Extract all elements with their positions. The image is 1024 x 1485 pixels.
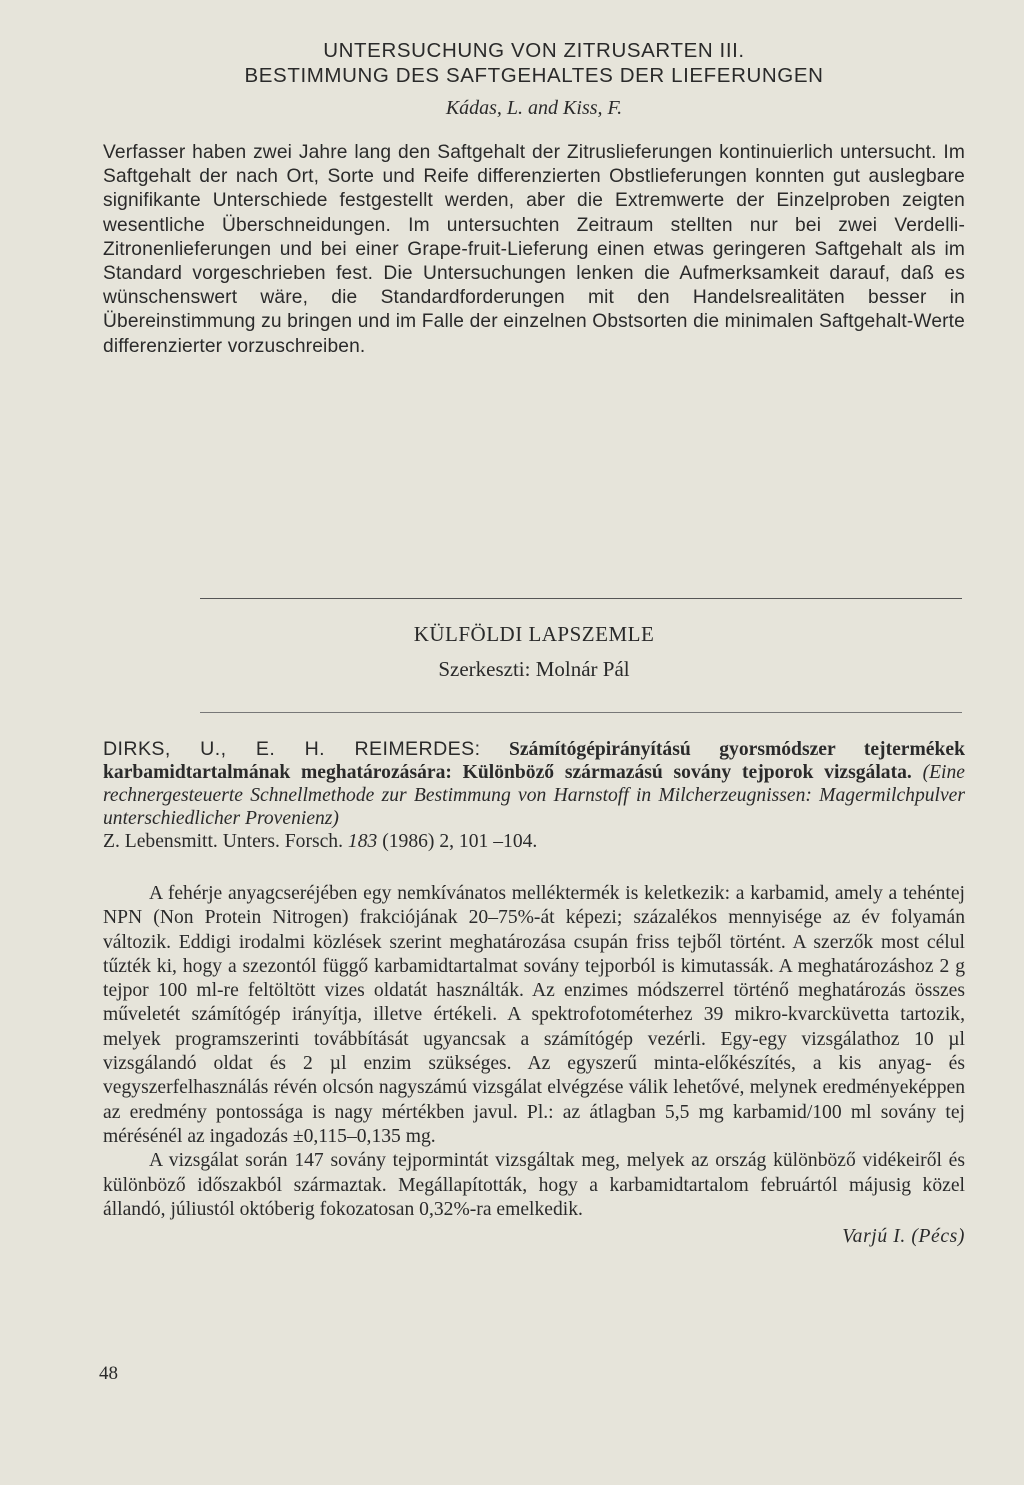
article-block	[103, 38, 965, 359]
review-paragraph-2: A vizsgálat során 147 sovány tejpormintát vizsgáltak meg, melyek az ország különböző vidékeiről és különböző időszakból származtak. Megállapították, hogy a karbamidtartalom februártól májusig közel állandó, júliustól októberig fokozatosan 0,32%-ra emelkedik.	[103, 1150, 965, 1220]
article-authors: Kádas, L. and Kiss, F.	[445, 97, 623, 119]
review-journal: Z. Lebensmitt. Unters. Forsch.	[103, 831, 343, 852]
review-citation	[103, 738, 965, 853]
review-journal-line	[103, 830, 965, 853]
section-heading: KÜLFÖLDI LAPSZEMLE	[413, 622, 655, 646]
section-divider-bottom	[200, 712, 962, 713]
article-title-line2: BESTIMMUNG DES SAFTGEHALTES DER LIEFERUNGEN	[244, 64, 824, 87]
review-paragraph-1: A fehérje anyagcseréjében egy nemkívánatos melléktermék is keletkezik: a karbamid, amely a tehéntej NPN (Non Protein Nitrogen) frakciójának 20–75%-át képezi; százalékos mennyisége az év folyamán változik. Eddigi irodalmi közlések szerint meghatározása csupán friss tejből történt. A szerzők most célul tűzték ki, hogy a szezontól függő karbamidtartalmat sovány tejporból is kimutassák. A meghatározáshoz 2 g tejpor 100 ml-re feltöltött vizes oldatát használták. Az enzimes módszerrel történő meghatározás összes műveletét számítógép irányítja, illetve értékeli. A spektrofotométerhez 39 mikro-kvarcküvetta tartozik, melyek programszerinti továbbítását ugyancsak a számítógép vezérli. Egy-egy vizsgálathoz 10 µl vizsgálandó oldat és 2 µl enzim szükséges. Az egyszerű minta-előkészítés, a kis anyag- és vegyszerfelhasználás révén olcsón nagyszámú vizsgálat elvégzése válik lehetővé, melynek eredményeképpen az eredmény pontossága is nagy mértékben javul. Pl.: az átlagban 5,5 mg karbamid/100 ml sovány tej mérésénél az ingadozás ±0,115–0,135 mg.	[103, 883, 965, 1147]
page-number: 48	[99, 1363, 118, 1384]
review-title-de: (Eine rechnergesteuerte Schnellmethode zur Bestimmung von Harnstoff in Milcherzeugnissen: Magermilchpulver unterschiedlicher Provenienz)	[103, 762, 965, 829]
article-title-line1: UNTERSUCHUNG VON ZITRUSARTEN III.	[323, 39, 745, 62]
review-authors: DIRKS, U., E. H. REIMERDES:	[103, 738, 481, 760]
review-volume: 183	[347, 831, 378, 852]
section-editor: Szerkeszti: Molnár Pál	[438, 657, 630, 681]
reviewer-signature: Varjú I. (Pécs)	[842, 1226, 965, 1248]
review-body	[103, 882, 965, 1249]
review-title-hu: Számítógépirányítású gyorsmódszer tejtermékek karbamidtartalmának meghatározására: Különböző származású sovány tejporok vizsgálata.	[103, 739, 965, 783]
review-issue: (1986) 2, 101 –104.	[382, 831, 538, 852]
section-divider-top	[200, 598, 962, 599]
article-abstract: Verfasser haben zwei Jahre lang den Saftgehalt der Zitruslieferungen kontinuierlich untersucht. Im Saftgehalt der nach Ort, Sorte und Reife differenzierten Obstlieferungen konnten gut auslegbare signifikante Unterschiede festgestellt werden, aber die Extremwerte der Einzelproben zeigten wesentliche Überschneidungen. Im untersuchten Zeitraum stellten nur bei zwei Verdelli-Zitronenlieferungen und bei einer Grape-fruit-Lieferung einen etwas geringeren Saftgehalt als im Standard vorgeschrieben fest. Die Untersuchungen lenken die Aufmerksamkeit darauf, daß es wünschenswert wäre, die Standardforderungen mit den Handelsrealitäten besser in Übereinstimmung zu bringen und im Falle der einzelnen Obstsorten die minimalen Saftgehalt-Werte differenzierter vorzuschreiben.	[103, 142, 965, 357]
